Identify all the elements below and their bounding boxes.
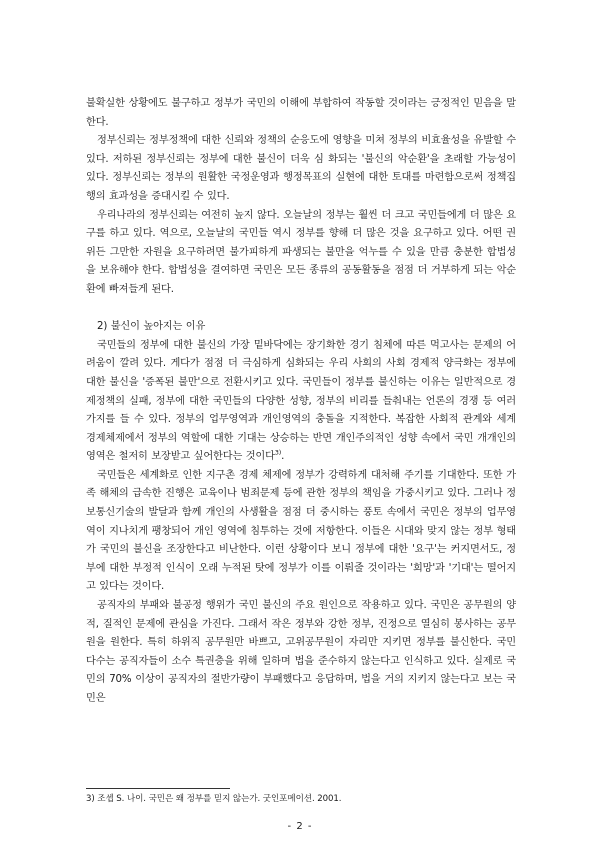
paragraph: 공직자의 부패와 불공정 행위가 국민 불신의 주요 원인으로 작용하고 있다. 국민은 공무원의 양적, 질적인 문제에 관심을 가진다. 그래서 작은 정부와 강한 정부, 진정으로 열심히 봉사하는 공무원을 원한다. 특히 하위직 공무원만 바쁘고, 고위공무원이 자리만 지키면 정부를 불신한다. 국민 다수는 공직자들이 소수 특권층을 위해 일하며 법을 준수하지 않는다고 인식하고 있다. 실제로 국민의 70% 이상이 공직자의 절반가량이 부패했다고 응답하며, 법을 거의 지키지 않는다고 보는 국민은 — [86, 600, 516, 704]
paragraph: 정부신뢰는 정부정책에 대한 신뢰와 정책의 순응도에 영향을 미쳐 정부의 비효율성을 유발할 수 있다. 저하된 정부신뢰는 정부에 대한 불신이 더욱 심 화되는 '불신의 악순환'을 초래할 가능성이 있다. 정부신뢰는 정부의 원활한 국정운영과 행정목표의 실현에 대한 토대를 마련함으로써 정책집행의 효과성을 증대시킬 수 있다. — [86, 135, 516, 202]
footnote-ref[interactable]: 3) — [274, 448, 282, 457]
paragraph-text: 국민들의 정부에 대한 불신의 가장 밑바닥에는 장기화한 경기 침체에 따른 먹고사는 문제의 어려움이 깔려 있다. 게다가 점점 더 극심하게 심화되는 우리 사회의 사회 경제적 양극화는 정부에 대한 불신을 '증폭된 불만'으로 전환시키고 있다. 국민들이 정부를 불신하는 이유는 일반적으로 경제정책의 실패, 정부에 대한 국민들의 다양한 성향, 정부의 비리를 들춰내는 언론의 경쟁 등 여러 가지를 들 수 있다. 정부의 업무영역과 개인영역의 충돌을 지적한다. 복잡한 사회적 관계와 세계 경제체제에서 정부의 역할에 대한 기대는 상승하는 반면 개인주의적인 성향 속에서 국민 개개인의 영역은 철저히 보장받고 싶어한다는 것이다 — [86, 339, 516, 463]
paragraph: 우리나라의 정부신뢰는 여전히 높지 않다. 오늘날의 정부는 훨씬 더 크고 국민들에게 더 많은 요구를 하고 있다. 역으로, 오늘날의 국민들 역시 정부를 향해 더 많은 것을 요구하고 있다. 어떤 권위든 그만한 자원을 요구하려면 불가피하게 파생되는 불만을 억누를 수 있을 만큼 충분한 합법성을 보유해야 한다. 합법성을 결여하면 국민은 모든 종류의 공동활동을 점점 더 거부하게 되는 악순환에 빠져들게 된다. — [86, 209, 516, 295]
paragraph: 불확실한 상황에도 불구하고 정부가 국민의 이해에 부합하여 작동할 것이라는 긍정적인 믿음을 말한다. — [86, 98, 516, 128]
body-text — [86, 95, 516, 709]
paragraph: 국민들은 세계화로 인한 지구촌 경제 체제에 정부가 강력하게 대처해 주기를 기대한다. 또한 가족 해체의 급속한 진행은 교육이나 범죄문제 등에 관한 정부의 책임을 가중시키고 있다. 그러나 정보통신기술의 발달과 함께 개인의 사생활을 점점 더 중시하는 풍토 속에서 국민은 정부의 업무영역이 지나치게 팽창되어 개인 영역에 침투하는 것에 저항한다. 이들은 시대와 맞지 않는 정부 형태가 국민의 불신을 조장한다고 비난한다. 이런 상황이다 보니 정부에 대한 '요구'는 커지면서도, 정부에 대한 부정적 인식이 오래 누적된 탓에 정부가 이를 이뤄줄 것이라는 '희망'과 '기대'는 떨어지고 있다는 것이다. — [86, 469, 516, 593]
page-number: - 2 - — [287, 821, 313, 832]
section-heading: 2) 불신이 높아지는 이유 — [97, 321, 206, 333]
footnote: 3) 조셉 S. 나이. 국민은 왜 정부를 믿지 않는가. 굿인포메이션. 2001. — [86, 794, 342, 804]
paragraph: 국민들의 정부에 대한 불신의 가장 밑바닥에는 장기화한 경기 침체에 따른 먹고사는 문제의 어려움이 깔려 있다. 게다가 점점 더 극심하게 심화되는 우리 사회의 사회 경제적 양극화는 정부에 대한 불신을 '증폭된 불만'으로 전환시키고 있다. 국민들이 정부를 불신하는 이유는 일반적으로 경제정책의 실패, 정부에 대한 국민들의 다양한 성향, 정부의 비리를 들춰내는 언론의 경쟁 등 여러 가지를 들 수 있다. 정부의 업무영역과 개인영역의 충돌을 지적한다. 복잡한 사회적 관계와 세계 경제체제에서 정부의 역할에 대한 기대는 상승하는 반면 개인주의적인 성향 속에서 국민 개개인의 영역은 철저히 보장받고 싶어한다는 것이다$^{3)}$. — [86, 339, 516, 463]
footnote-divider — [86, 788, 230, 789]
paragraph-gap — [86, 300, 516, 319]
